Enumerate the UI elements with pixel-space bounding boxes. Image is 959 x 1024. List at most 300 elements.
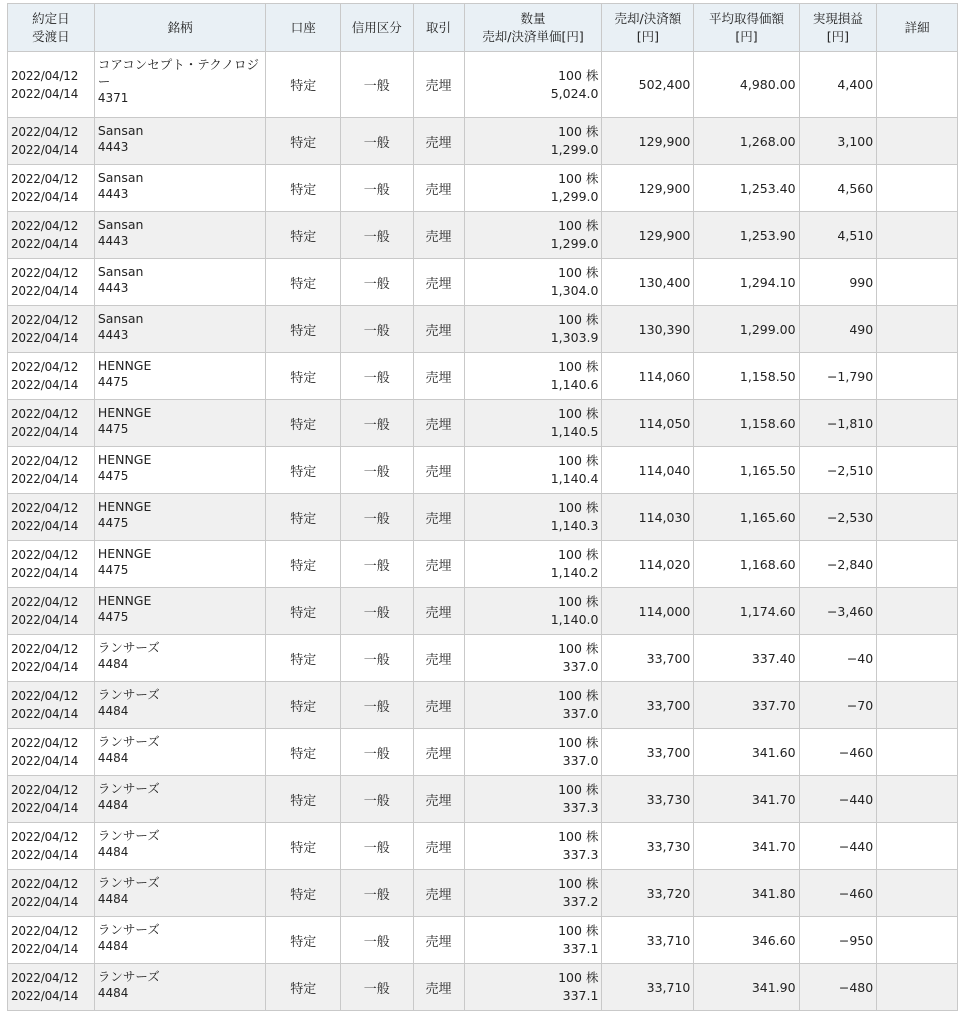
cell-dates bbox=[8, 306, 95, 353]
stock-code: 4371 bbox=[97, 91, 129, 105]
quantity: 100 株 bbox=[558, 547, 599, 562]
cell-dates bbox=[8, 259, 95, 306]
trade-date: 2022/04/12 bbox=[11, 642, 79, 656]
cell-avg: 341.90 bbox=[694, 964, 799, 1011]
cell-trade: 売埋 bbox=[413, 400, 464, 447]
table-row bbox=[8, 870, 958, 917]
cell-dates bbox=[8, 917, 95, 964]
cell-detail[interactable] bbox=[877, 917, 958, 964]
cell-pl: −950 bbox=[799, 917, 877, 964]
header-qty-line2: 売却/決済単価[円] bbox=[482, 28, 584, 44]
trade-date: 2022/04/12 bbox=[11, 595, 79, 609]
cell-proceeds: 114,040 bbox=[602, 447, 694, 494]
cell-trade: 売埋 bbox=[413, 823, 464, 870]
settle-date: 2022/04/14 bbox=[11, 895, 79, 909]
trade-date: 2022/04/12 bbox=[11, 971, 79, 985]
cell-dates bbox=[8, 682, 95, 729]
cell-avg: 346.60 bbox=[694, 917, 799, 964]
quantity: 100 株 bbox=[558, 265, 599, 280]
cell-trade: 売埋 bbox=[413, 259, 464, 306]
cell-avg: 341.80 bbox=[694, 870, 799, 917]
cell-account: 特定 bbox=[266, 353, 341, 400]
cell-detail[interactable] bbox=[877, 541, 958, 588]
header-credit: 信用区分 bbox=[340, 4, 413, 52]
cell-pl: −460 bbox=[799, 870, 877, 917]
cell-stock bbox=[94, 259, 266, 306]
stock-name[interactable]: HENNGE bbox=[97, 546, 152, 561]
table-row bbox=[8, 682, 958, 729]
cell-qty bbox=[464, 118, 602, 165]
cell-qty bbox=[464, 776, 602, 823]
cell-stock bbox=[94, 964, 266, 1011]
cell-credit: 一般 bbox=[340, 259, 413, 306]
table-row bbox=[8, 353, 958, 400]
cell-account: 特定 bbox=[266, 259, 341, 306]
cell-detail[interactable] bbox=[877, 494, 958, 541]
cell-avg: 1,268.00 bbox=[694, 118, 799, 165]
stock-name[interactable]: コアコンセプト・テクノロジー bbox=[97, 57, 259, 89]
cell-dates bbox=[8, 400, 95, 447]
cell-dates bbox=[8, 776, 95, 823]
unit-price: 1,140.2 bbox=[550, 565, 599, 580]
cell-detail[interactable] bbox=[877, 52, 958, 118]
cell-proceeds: 130,390 bbox=[602, 306, 694, 353]
header-avg bbox=[694, 4, 799, 52]
stock-code: 4484 bbox=[97, 751, 129, 765]
cell-dates bbox=[8, 541, 95, 588]
cell-proceeds: 114,060 bbox=[602, 353, 694, 400]
table-row bbox=[8, 400, 958, 447]
unit-price: 337.2 bbox=[562, 894, 599, 909]
cell-credit: 一般 bbox=[340, 353, 413, 400]
cell-account: 特定 bbox=[266, 917, 341, 964]
settle-date: 2022/04/14 bbox=[11, 754, 79, 768]
cell-credit: 一般 bbox=[340, 165, 413, 212]
cell-dates bbox=[8, 165, 95, 212]
cell-stock bbox=[94, 353, 266, 400]
trade-date: 2022/04/12 bbox=[11, 501, 79, 515]
cell-pl: −2,530 bbox=[799, 494, 877, 541]
cell-pl: −1,790 bbox=[799, 353, 877, 400]
stock-name[interactable]: ランサーズ bbox=[97, 734, 160, 749]
cell-detail[interactable] bbox=[877, 400, 958, 447]
stock-code: 4443 bbox=[97, 281, 129, 295]
stock-code: 4484 bbox=[97, 845, 129, 859]
stock-name[interactable]: Sansan bbox=[97, 170, 144, 185]
realized-pl-table bbox=[7, 3, 958, 1011]
cell-avg: 1,158.50 bbox=[694, 353, 799, 400]
stock-code: 4475 bbox=[97, 469, 129, 483]
header-date bbox=[8, 4, 95, 52]
cell-proceeds: 130,400 bbox=[602, 259, 694, 306]
cell-credit: 一般 bbox=[340, 212, 413, 259]
cell-stock bbox=[94, 588, 266, 635]
stock-name[interactable]: Sansan bbox=[97, 264, 144, 279]
cell-avg: 1,174.60 bbox=[694, 588, 799, 635]
cell-stock bbox=[94, 682, 266, 729]
settle-date: 2022/04/14 bbox=[11, 472, 79, 486]
cell-credit: 一般 bbox=[340, 823, 413, 870]
header-name: 銘柄 bbox=[94, 4, 266, 52]
cell-stock bbox=[94, 494, 266, 541]
unit-price: 5,024.0 bbox=[550, 85, 599, 101]
stock-name[interactable]: Sansan bbox=[97, 123, 144, 138]
stock-name[interactable]: ランサーズ bbox=[97, 828, 160, 843]
settle-date: 2022/04/14 bbox=[11, 378, 79, 392]
cell-credit: 一般 bbox=[340, 494, 413, 541]
trade-date: 2022/04/12 bbox=[11, 924, 79, 938]
quantity: 100 株 bbox=[558, 500, 599, 515]
stock-name[interactable]: Sansan bbox=[97, 217, 144, 232]
cell-pl: −2,840 bbox=[799, 541, 877, 588]
table-row bbox=[8, 964, 958, 1011]
cell-credit: 一般 bbox=[340, 682, 413, 729]
cell-pl: −460 bbox=[799, 729, 877, 776]
cell-proceeds: 33,730 bbox=[602, 823, 694, 870]
cell-account: 特定 bbox=[266, 306, 341, 353]
cell-credit: 一般 bbox=[340, 118, 413, 165]
cell-proceeds: 129,900 bbox=[602, 165, 694, 212]
cell-pl: 4,400 bbox=[799, 52, 877, 118]
unit-price: 1,140.6 bbox=[550, 377, 599, 392]
cell-qty bbox=[464, 823, 602, 870]
header-detail: 詳細 bbox=[877, 4, 958, 52]
cell-pl: −440 bbox=[799, 776, 877, 823]
cell-credit: 一般 bbox=[340, 635, 413, 682]
cell-dates bbox=[8, 212, 95, 259]
cell-detail[interactable] bbox=[877, 353, 958, 400]
cell-credit: 一般 bbox=[340, 776, 413, 823]
cell-proceeds: 114,030 bbox=[602, 494, 694, 541]
unit-price: 337.3 bbox=[562, 800, 599, 815]
unit-price: 337.0 bbox=[562, 706, 599, 721]
cell-trade: 売埋 bbox=[413, 917, 464, 964]
header-proceeds-line2: [円] bbox=[636, 28, 660, 44]
cell-avg: 337.70 bbox=[694, 682, 799, 729]
unit-price: 1,140.4 bbox=[550, 471, 599, 486]
cell-qty bbox=[464, 541, 602, 588]
quantity: 100 株 bbox=[558, 970, 599, 985]
cell-detail[interactable] bbox=[877, 212, 958, 259]
header-proceeds bbox=[602, 4, 694, 52]
table-row bbox=[8, 588, 958, 635]
stock-code: 4475 bbox=[97, 375, 129, 389]
table-row bbox=[8, 729, 958, 776]
settle-date: 2022/04/14 bbox=[11, 942, 79, 956]
cell-avg: 1,168.60 bbox=[694, 541, 799, 588]
cell-dates bbox=[8, 635, 95, 682]
stock-name[interactable]: ランサーズ bbox=[97, 969, 160, 984]
stock-code: 4484 bbox=[97, 939, 129, 953]
stock-name[interactable]: HENNGE bbox=[97, 499, 152, 514]
cell-dates bbox=[8, 353, 95, 400]
cell-trade: 売埋 bbox=[413, 212, 464, 259]
cell-avg: 1,299.00 bbox=[694, 306, 799, 353]
quantity: 100 株 bbox=[558, 406, 599, 421]
trade-date: 2022/04/12 bbox=[11, 68, 79, 83]
header-date-trade: 約定日 bbox=[32, 10, 70, 26]
cell-proceeds: 33,700 bbox=[602, 729, 694, 776]
cell-proceeds: 129,900 bbox=[602, 118, 694, 165]
stock-name[interactable]: HENNGE bbox=[97, 452, 152, 467]
cell-trade: 売埋 bbox=[413, 588, 464, 635]
cell-qty bbox=[464, 306, 602, 353]
header-qty bbox=[464, 4, 602, 52]
cell-stock bbox=[94, 306, 266, 353]
table-row bbox=[8, 494, 958, 541]
stock-code: 4484 bbox=[97, 657, 129, 671]
cell-credit: 一般 bbox=[340, 541, 413, 588]
cell-trade: 売埋 bbox=[413, 964, 464, 1011]
cell-detail[interactable] bbox=[877, 259, 958, 306]
stock-code: 4475 bbox=[97, 610, 129, 624]
cell-account: 特定 bbox=[266, 870, 341, 917]
stock-code: 4443 bbox=[97, 234, 129, 248]
cell-qty bbox=[464, 165, 602, 212]
stock-name[interactable]: ランサーズ bbox=[97, 640, 160, 655]
cell-credit: 一般 bbox=[340, 306, 413, 353]
settle-date: 2022/04/14 bbox=[11, 989, 79, 1003]
header-proceeds-line1: 売却/決済額 bbox=[614, 10, 682, 26]
stock-code: 4475 bbox=[97, 422, 129, 436]
cell-proceeds: 114,000 bbox=[602, 588, 694, 635]
cell-credit: 一般 bbox=[340, 400, 413, 447]
quantity: 100 株 bbox=[558, 312, 599, 327]
table-row bbox=[8, 635, 958, 682]
cell-avg: 337.40 bbox=[694, 635, 799, 682]
cell-dates bbox=[8, 588, 95, 635]
cell-trade: 売埋 bbox=[413, 52, 464, 118]
cell-trade: 売埋 bbox=[413, 635, 464, 682]
stock-name[interactable]: Sansan bbox=[97, 311, 144, 326]
cell-trade: 売埋 bbox=[413, 682, 464, 729]
cell-detail[interactable] bbox=[877, 729, 958, 776]
settle-date: 2022/04/14 bbox=[11, 143, 79, 157]
unit-price: 1,303.9 bbox=[550, 330, 599, 345]
quantity: 100 株 bbox=[558, 641, 599, 656]
header-avg-line2: [円] bbox=[735, 28, 758, 44]
quantity: 100 株 bbox=[558, 594, 599, 609]
cell-account: 特定 bbox=[266, 776, 341, 823]
cell-stock bbox=[94, 52, 266, 118]
cell-detail[interactable] bbox=[877, 964, 958, 1011]
trade-date: 2022/04/12 bbox=[11, 219, 79, 233]
cell-pl: −70 bbox=[799, 682, 877, 729]
cell-detail[interactable] bbox=[877, 870, 958, 917]
cell-credit: 一般 bbox=[340, 870, 413, 917]
cell-credit: 一般 bbox=[340, 52, 413, 118]
cell-trade: 売埋 bbox=[413, 541, 464, 588]
settle-date: 2022/04/14 bbox=[11, 331, 79, 345]
cell-pl: −440 bbox=[799, 823, 877, 870]
cell-stock bbox=[94, 823, 266, 870]
cell-dates bbox=[8, 823, 95, 870]
cell-detail[interactable] bbox=[877, 118, 958, 165]
cell-proceeds: 114,020 bbox=[602, 541, 694, 588]
trade-date: 2022/04/12 bbox=[11, 736, 79, 750]
unit-price: 1,299.0 bbox=[550, 189, 599, 204]
settle-date: 2022/04/14 bbox=[11, 86, 79, 101]
header-pl-line1: 実現損益 bbox=[812, 10, 863, 26]
cell-proceeds: 33,700 bbox=[602, 635, 694, 682]
cell-account: 特定 bbox=[266, 682, 341, 729]
cell-credit: 一般 bbox=[340, 588, 413, 635]
unit-price: 1,140.5 bbox=[550, 424, 599, 439]
settle-date: 2022/04/14 bbox=[11, 284, 79, 298]
trade-date: 2022/04/12 bbox=[11, 689, 79, 703]
header-account: 口座 bbox=[266, 4, 341, 52]
cell-credit: 一般 bbox=[340, 964, 413, 1011]
cell-pl: −1,810 bbox=[799, 400, 877, 447]
trade-date: 2022/04/12 bbox=[11, 360, 79, 374]
cell-credit: 一般 bbox=[340, 447, 413, 494]
quantity: 100 株 bbox=[558, 688, 599, 703]
header-pl-line2: [円] bbox=[826, 28, 850, 44]
unit-price: 337.1 bbox=[562, 988, 599, 1003]
cell-trade: 売埋 bbox=[413, 353, 464, 400]
trade-date: 2022/04/12 bbox=[11, 454, 79, 468]
cell-detail[interactable] bbox=[877, 165, 958, 212]
quantity: 100 株 bbox=[558, 218, 599, 233]
cell-account: 特定 bbox=[266, 588, 341, 635]
table-row bbox=[8, 52, 958, 118]
cell-stock bbox=[94, 635, 266, 682]
quantity: 100 株 bbox=[558, 67, 599, 83]
trade-date: 2022/04/12 bbox=[11, 877, 79, 891]
header-avg-line1: 平均取得価額 bbox=[708, 10, 784, 26]
settle-date: 2022/04/14 bbox=[11, 801, 79, 815]
header-qty-line1: 数量 bbox=[520, 10, 546, 26]
unit-price: 1,140.3 bbox=[550, 518, 599, 533]
settle-date: 2022/04/14 bbox=[11, 848, 79, 862]
cell-avg: 1,158.60 bbox=[694, 400, 799, 447]
stock-code: 4443 bbox=[97, 187, 129, 201]
cell-avg: 341.70 bbox=[694, 823, 799, 870]
cell-qty bbox=[464, 729, 602, 776]
cell-qty bbox=[464, 52, 602, 118]
stock-name[interactable]: ランサーズ bbox=[97, 922, 160, 937]
cell-pl: −480 bbox=[799, 964, 877, 1011]
cell-account: 特定 bbox=[266, 494, 341, 541]
settle-date: 2022/04/14 bbox=[11, 566, 79, 580]
header-row bbox=[8, 4, 958, 52]
cell-proceeds: 114,050 bbox=[602, 400, 694, 447]
cell-dates bbox=[8, 494, 95, 541]
cell-qty bbox=[464, 588, 602, 635]
cell-proceeds: 33,720 bbox=[602, 870, 694, 917]
table-row bbox=[8, 447, 958, 494]
cell-pl: 990 bbox=[799, 259, 877, 306]
quantity: 100 株 bbox=[558, 359, 599, 374]
stock-code: 4443 bbox=[97, 328, 129, 342]
cell-proceeds: 33,700 bbox=[602, 682, 694, 729]
cell-account: 特定 bbox=[266, 447, 341, 494]
cell-qty bbox=[464, 353, 602, 400]
table-row bbox=[8, 776, 958, 823]
settle-date: 2022/04/14 bbox=[11, 190, 79, 204]
cell-proceeds: 33,710 bbox=[602, 917, 694, 964]
settle-date: 2022/04/14 bbox=[11, 660, 79, 674]
cell-detail[interactable] bbox=[877, 635, 958, 682]
trade-date: 2022/04/12 bbox=[11, 266, 79, 280]
settle-date: 2022/04/14 bbox=[11, 237, 79, 251]
unit-price: 1,304.0 bbox=[550, 283, 599, 298]
header-trade: 取引 bbox=[413, 4, 464, 52]
cell-trade: 売埋 bbox=[413, 776, 464, 823]
cell-detail[interactable] bbox=[877, 588, 958, 635]
table-row bbox=[8, 541, 958, 588]
cell-stock bbox=[94, 870, 266, 917]
cell-stock bbox=[94, 118, 266, 165]
cell-account: 特定 bbox=[266, 635, 341, 682]
stock-code: 4484 bbox=[97, 892, 129, 906]
settle-date: 2022/04/14 bbox=[11, 425, 79, 439]
cell-trade: 売埋 bbox=[413, 729, 464, 776]
stock-code: 4443 bbox=[97, 140, 129, 154]
stock-name[interactable]: HENNGE bbox=[97, 358, 152, 373]
stock-code: 4484 bbox=[97, 986, 129, 1000]
table-row bbox=[8, 259, 958, 306]
quantity: 100 株 bbox=[558, 735, 599, 750]
unit-price: 337.0 bbox=[562, 753, 599, 768]
unit-price: 337.3 bbox=[562, 847, 599, 862]
cell-avg: 4,980.00 bbox=[694, 52, 799, 118]
cell-account: 特定 bbox=[266, 212, 341, 259]
unit-price: 337.0 bbox=[562, 659, 599, 674]
cell-stock bbox=[94, 212, 266, 259]
cell-detail[interactable] bbox=[877, 776, 958, 823]
stock-name[interactable]: ランサーズ bbox=[97, 687, 160, 702]
stock-name[interactable]: ランサーズ bbox=[97, 781, 160, 796]
cell-dates bbox=[8, 118, 95, 165]
cell-detail[interactable] bbox=[877, 447, 958, 494]
cell-avg: 1,253.90 bbox=[694, 212, 799, 259]
quantity: 100 株 bbox=[558, 171, 599, 186]
cell-pl: 4,510 bbox=[799, 212, 877, 259]
cell-trade: 売埋 bbox=[413, 870, 464, 917]
cell-trade: 売埋 bbox=[413, 306, 464, 353]
cell-qty bbox=[464, 964, 602, 1011]
cell-stock bbox=[94, 541, 266, 588]
settle-date: 2022/04/14 bbox=[11, 613, 79, 627]
cell-detail[interactable] bbox=[877, 306, 958, 353]
cell-proceeds: 129,900 bbox=[602, 212, 694, 259]
header-pl bbox=[799, 4, 877, 52]
cell-qty bbox=[464, 447, 602, 494]
cell-avg: 1,165.60 bbox=[694, 494, 799, 541]
cell-avg: 1,294.10 bbox=[694, 259, 799, 306]
quantity: 100 株 bbox=[558, 782, 599, 797]
cell-pl: −2,510 bbox=[799, 447, 877, 494]
cell-stock bbox=[94, 400, 266, 447]
cell-detail[interactable] bbox=[877, 823, 958, 870]
settle-date: 2022/04/14 bbox=[11, 519, 79, 533]
cell-account: 特定 bbox=[266, 964, 341, 1011]
cell-detail[interactable] bbox=[877, 682, 958, 729]
cell-stock bbox=[94, 447, 266, 494]
stock-name[interactable]: ランサーズ bbox=[97, 875, 160, 890]
table-row bbox=[8, 917, 958, 964]
unit-price: 1,140.0 bbox=[550, 612, 599, 627]
stock-name[interactable]: HENNGE bbox=[97, 405, 152, 420]
quantity: 100 株 bbox=[558, 124, 599, 139]
cell-qty bbox=[464, 259, 602, 306]
cell-stock bbox=[94, 776, 266, 823]
cell-trade: 売埋 bbox=[413, 494, 464, 541]
unit-price: 1,299.0 bbox=[550, 142, 599, 157]
table-row bbox=[8, 212, 958, 259]
stock-name[interactable]: HENNGE bbox=[97, 593, 152, 608]
